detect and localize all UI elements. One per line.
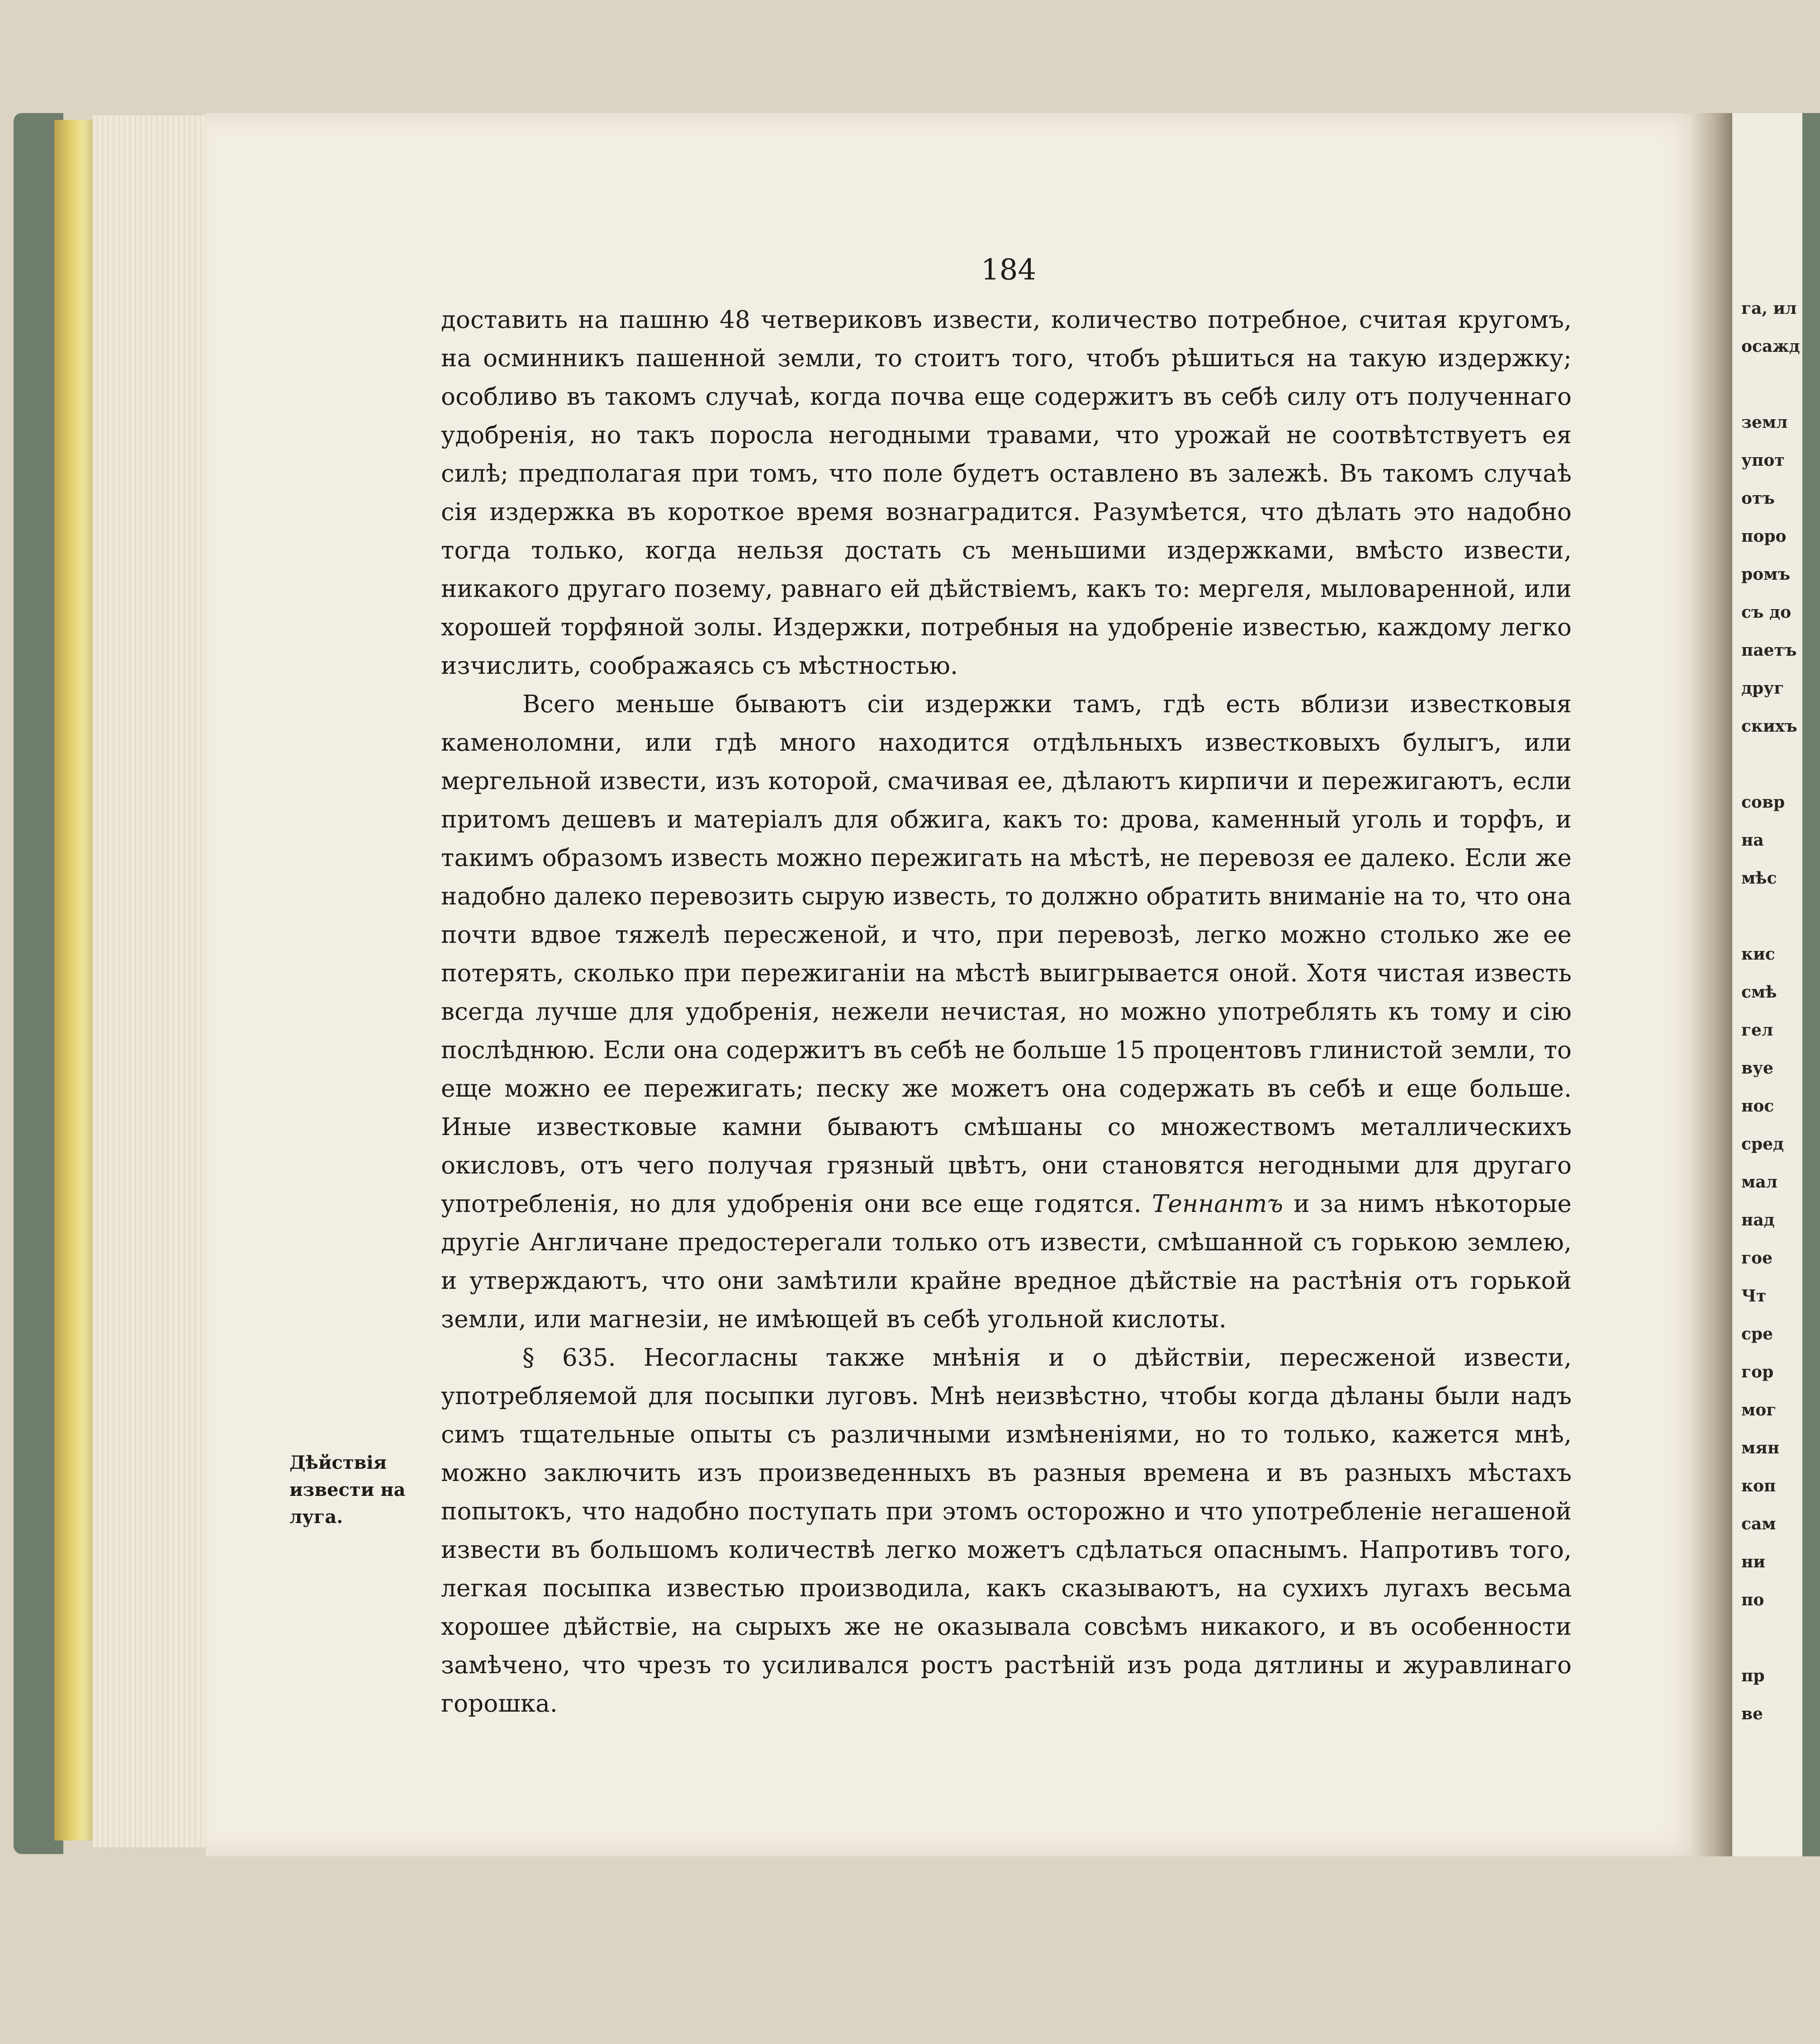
body-text — [441, 301, 1572, 1723]
paragraph-1: доставить на пашню 48 четвериковъ извести, количество потребное, считая кругомъ, на осминникъ пашенной земли, то стоитъ того, чтобъ рѣшиться на такую издержку; особливо въ такомъ случаѣ, когда почва еще содержитъ въ себѣ силу отъ полученнаго удобренія, но такъ поросла негодными травами, что урожай не соотвѣтствуетъ ея силѣ; предполагая при томъ, что поле будетъ оставлено въ залежѣ. Въ такомъ случаѣ сія издержка въ короткое время вознаградится. Разумѣется, что дѣлать это надобно тогда только, когда нельзя достать съ меньшими издержками, вмѣсто извести, никакого другаго позему, равнаго ей дѣйствіемъ, какъ то: мергеля, мыловаренной, или хорошей торфяной золы. Издержки, потребныя на удобреніе известью, каждому легко изчислить, соображаясь съ мѣстностью. — [441, 306, 1572, 680]
paragraph-2 — [441, 685, 1572, 1339]
paragraph-3: § 635. Несогласны также мнѣнія и о дѣйствіи, пересженой извести, употребляемой для посыпки луговъ. Мнѣ неизвѣстно, чтобы когда дѣланы были надъ симъ тщательные опыты съ различными измѣненіями, но то только, кажется мнѣ, можно заключить изъ произведенныхъ въ разныя времена и въ разныхъ мѣстахъ попытокъ, что надобно поступать при этомъ осторожно и что употребленіе негашеной извести въ большомъ количествѣ легко можетъ сдѣлаться опаснымъ. Напротивъ того, легкая посыпка известью производила, какъ сказываютъ, на сухихъ лугахъ весьма хорошее дѣйствіе, на сырыхъ же не оказывала совсѣмъ никакого, и въ особенности замѣчено, что чрезъ то усиливался ростъ растѣній изъ рода дятлины и журавлинаго горошка. — [441, 1344, 1572, 1718]
page-number: 184 — [981, 253, 1037, 287]
page-edges-gilt — [54, 120, 95, 1841]
paragraph-2-text-before: Всего меньше бываютъ сіи издержки тамъ, гдѣ есть вблизи известковыя каменоломни, или гдѣ много находится отдѣльныхъ известковыхъ булыгъ, или мергельной извести, изъ которой, смачивая ее, дѣлаютъ кирпичи и пережигаютъ, если притомъ дешевъ и матеріалъ для обжига, какъ то: дрова, каменный уголь и торфъ, и такимъ образомъ известь можно пережигать на мѣстѣ, не перевозя ее далеко. Если же надобно далеко перевозить сырую известь, то должно обратить вниманіе на то, что она почти вдвое тяжелѣ пересженой, и что, при перевозѣ, легко можно столько же ее потерять, сколько при пережиганіи на мѣстѣ выигрывается оной. Хотя чистая известь всегда лучше для удобренія, нежели нечистая, но можно употреблять къ тому и сію послѣднюю. Если она содержитъ въ себѣ не больше 15 процентовъ глинистой земли, то еще можно ее пережигать; песку же можетъ она содержать въ себѣ и еще больше. Иные известковые камни бываютъ смѣшаны со множествомъ металлическихъ окисловъ, отъ чего получая грязный цвѣтъ, они становятся негодными для другаго употребленія, но для удобренія они все еще годятся. — [441, 691, 1572, 1218]
book-gutter — [1692, 113, 1732, 1856]
facing-page-text: га, ил осажд земл упот отъ поро ромъ съ до паетъ друг скихъ совр на мѣс кис смѣ гел вуе нос сред мал над гое Чт сре гор мог мян коп сам ни по пр ве — [1741, 299, 1800, 1723]
page-edges-stack — [93, 115, 208, 1847]
margin-note: Дѣйствія извести на луга. — [289, 1452, 406, 1528]
book-cover-right — [1802, 113, 1820, 1856]
paragraph-2-text-after: и за нимъ нѣкоторые другіе Англичане предостерегали только отъ извести, смѣшанной съ горькою землею, и утверждаютъ, что они замѣтили крайне вредное дѣйствіе на растѣнія отъ горькой земли, или магнезіи, не имѣющей въ себѣ угольной кислоты. — [441, 1190, 1572, 1333]
italic-name: Теннантъ — [1152, 1190, 1284, 1218]
